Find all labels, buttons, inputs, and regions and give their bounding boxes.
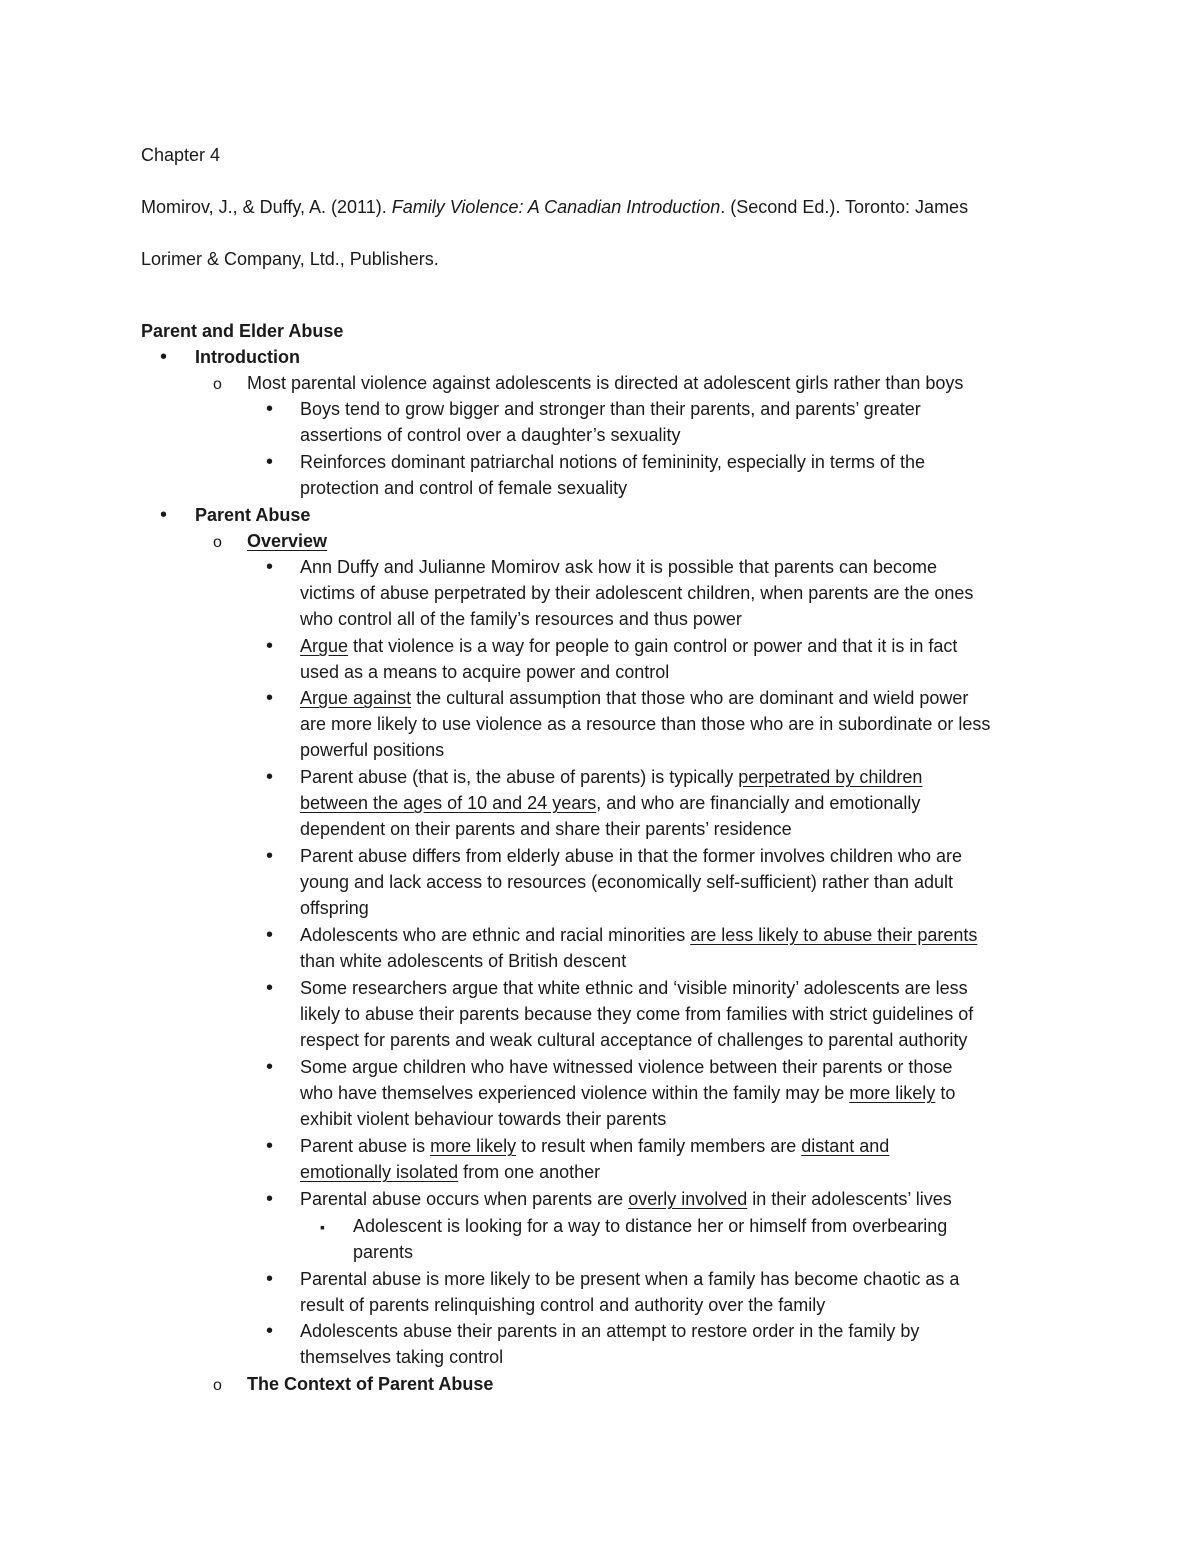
intro-sub-2-line-2: protection and control of female sexuality — [300, 478, 628, 498]
overview-point-9-line-1 — [300, 1133, 889, 1159]
underlined-text: between the ages of 10 and 24 years — [300, 793, 597, 813]
circle-bullet-icon — [213, 1371, 222, 1399]
overview-point-12-line-1: Adolescents abuse their parents in an attempt to restore order in the family by — [300, 1321, 920, 1341]
bullet-icon — [266, 1133, 273, 1159]
overview-point-7-line-2: likely to abuse their parents because they come from families with strict guidelines of — [300, 1004, 974, 1024]
overview-point-5-line-1: Parent abuse differs from elderly abuse in that the former involves children who are — [300, 846, 963, 866]
overview-point-3-line-1 — [300, 685, 968, 711]
underlined-text: more likely — [849, 1083, 936, 1103]
overview-point-3-line-2: are more likely to use violence as a resource than those who are in subordinate or less — [300, 714, 991, 734]
overview-point-2-line-2: used as a means to acquire power and control — [300, 662, 670, 682]
underlined-text: are less likely to abuse their parents — [690, 925, 978, 945]
citation-line-2: Lorimer & Company, Ltd., Publishers. — [141, 249, 439, 269]
intro-label: Introduction — [195, 347, 300, 367]
overview-point-7-line-1: Some researchers argue that white ethnic and ‘visible minority’ adolescents are less — [300, 978, 968, 998]
bullet-icon — [266, 633, 273, 659]
bullet-icon — [266, 1054, 273, 1080]
circle-bullet-icon — [213, 370, 222, 398]
overview-point-1-line-3: who control all of the family’s resources and thus power — [300, 609, 742, 629]
overview-point-9-line-2 — [300, 1159, 600, 1185]
bullet-icon — [160, 502, 167, 528]
overview-point-8-line-3: exhibit violent behaviour towards their parents — [300, 1109, 667, 1129]
text-run: in their adolescents’ lives — [747, 1189, 952, 1209]
overview-point-1-line-2: victims of abuse perpetrated by their adolescent children, when parents are the ones — [300, 583, 974, 603]
text-run: to result when family members are — [516, 1136, 802, 1156]
bullet-icon — [266, 975, 273, 1001]
bullet-icon — [266, 1186, 273, 1212]
intro-point: Most parental violence against adolescents is directed at adolescent girls rather than boys — [247, 373, 964, 393]
bullet-icon — [266, 843, 273, 869]
text-run: to — [935, 1083, 956, 1103]
overview-point-12-line-2: themselves taking control — [300, 1347, 504, 1367]
overview-label: Overview — [247, 531, 328, 551]
bullet-icon — [266, 922, 273, 948]
overview-point-10-sub-line-2: parents — [353, 1242, 414, 1262]
underlined-text: more likely — [430, 1136, 517, 1156]
citation-line-1 — [141, 194, 968, 220]
intro-sub-1-line-2: assertions of control over a daughter’s sexuality — [300, 425, 681, 445]
underlined-text: perpetrated by children — [738, 767, 923, 787]
text-run: Adolescents who are ethnic and racial minorities — [300, 925, 691, 945]
citation-title: Family Violence: A Canadian Introduction — [391, 197, 721, 217]
bullet-icon — [266, 1318, 273, 1344]
overview-point-8-line-2 — [300, 1080, 955, 1106]
underlined-text: distant and — [801, 1136, 890, 1156]
text-run: Parent abuse is — [300, 1136, 431, 1156]
overview-point-10-sub-line-1: Adolescent is looking for a way to distance her or himself from overbearing — [353, 1216, 948, 1236]
intro-sub-2-line-1: Reinforces dominant patriarchal notions of femininity, especially in terms of the — [300, 452, 925, 472]
text-run: Parental abuse occurs when parents are — [300, 1189, 629, 1209]
overview-point-2-line-1 — [300, 633, 957, 659]
citation-after-title: . (Second Ed.). Toronto: James — [720, 197, 969, 217]
bullet-icon — [266, 449, 273, 475]
parent-abuse-label: Parent Abuse — [195, 505, 311, 525]
overview-point-3-line-3: powerful positions — [300, 740, 445, 760]
citation-authors: Momirov, J., & Duffy, A. (2011). — [141, 197, 392, 217]
bullet-icon — [266, 685, 273, 711]
bullet-icon — [266, 396, 273, 422]
bullet-icon — [266, 554, 273, 580]
overview-point-11-line-1: Parental abuse is more likely to be present when a family has become chaotic as a — [300, 1269, 960, 1289]
bullet-icon — [266, 1266, 273, 1292]
overview-point-8-line-1: Some argue children who have witnessed violence between their parents or those — [300, 1057, 953, 1077]
overview-point-10-line-1 — [300, 1186, 952, 1212]
text-run: the cultural assumption that those who are dominant and wield power — [411, 688, 969, 708]
overview-point-7-line-3: respect for parents and weak cultural acceptance of challenges to parental authority — [300, 1030, 968, 1050]
circle-bullet-icon — [213, 528, 222, 556]
overview-point-4-line-2 — [300, 790, 920, 816]
overview-point-4-line-1 — [300, 764, 922, 790]
overview-point-1-line-1: Ann Duffy and Julianne Momirov ask how it is possible that parents can become — [300, 557, 938, 577]
overview-point-5-line-3: offspring — [300, 898, 369, 918]
intro-sub-1-line-1: Boys tend to grow bigger and stronger than their parents, and parents’ greater — [300, 399, 921, 419]
section-heading: Parent and Elder Abuse — [141, 321, 344, 341]
underlined-text: Argue against — [300, 688, 412, 708]
overview-point-4-line-3: dependent on their parents and share their parents’ residence — [300, 819, 792, 839]
overview-point-5-line-2: young and lack access to resources (economically self-sufficient) rather than adult — [300, 872, 953, 892]
context-label: The Context of Parent Abuse — [247, 1374, 494, 1394]
square-bullet-icon — [320, 1213, 325, 1240]
bullet-icon — [266, 764, 273, 790]
chapter-label: Chapter 4 — [141, 145, 221, 165]
overview-point-11-line-2: result of parents relinquishing control and authority over the family — [300, 1295, 826, 1315]
underlined-text: overly involved — [628, 1189, 748, 1209]
bullet-icon — [160, 344, 167, 370]
text-run: from one another — [458, 1162, 601, 1182]
text-run: , and who are financially and emotionally — [596, 793, 921, 813]
text-run: who have themselves experienced violence within the family may be — [300, 1083, 850, 1103]
underlined-text: Argue — [300, 636, 349, 656]
overview-point-6-line-2: than white adolescents of British descent — [300, 951, 627, 971]
text-run: Parent abuse (that is, the abuse of parents) is typically — [300, 767, 739, 787]
text-run: that violence is a way for people to gain control or power and that it is in fact — [348, 636, 958, 656]
overview-point-6-line-1 — [300, 922, 977, 948]
underlined-text: emotionally isolated — [300, 1162, 459, 1182]
